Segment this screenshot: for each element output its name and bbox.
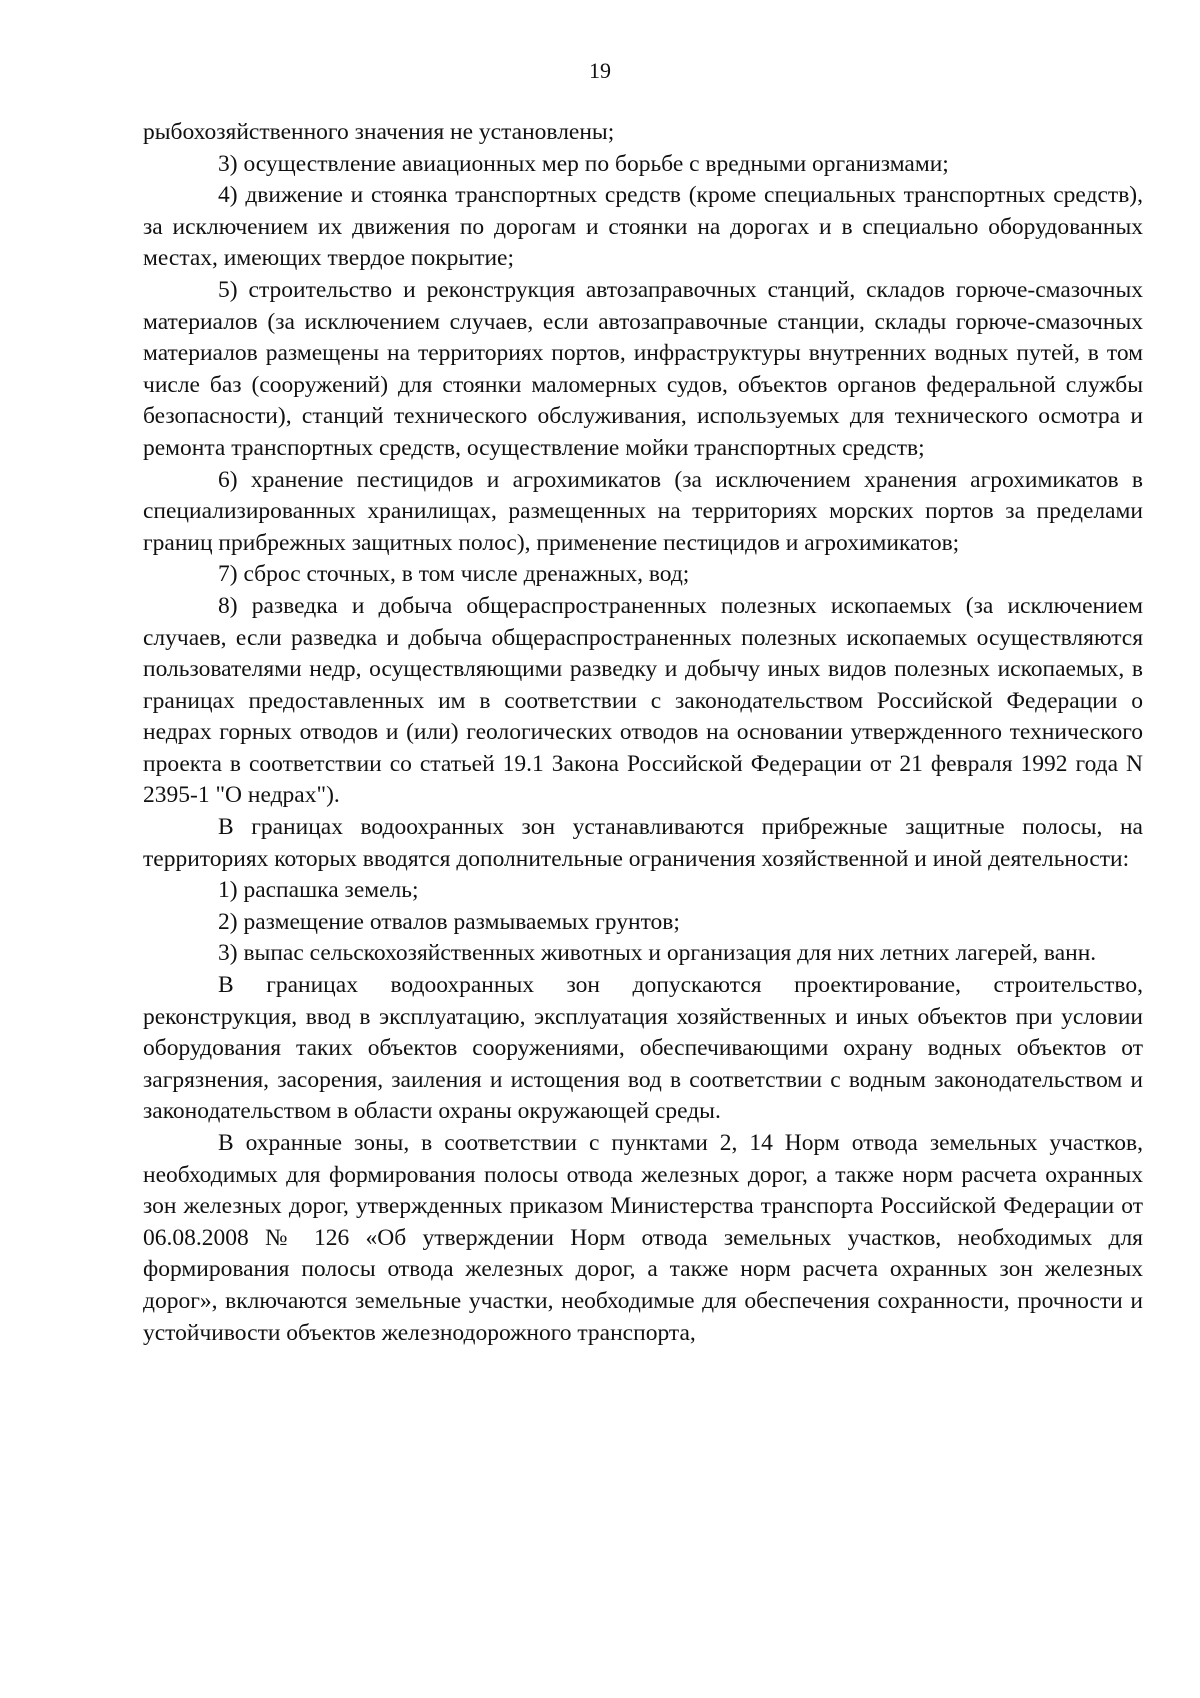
paragraph-continuation: рыбохозяйственного значения не установлены; <box>143 119 615 145</box>
paragraph-railway-zones: В охранные зоны, в соответствии с пунктами 2, 14 Норм отвода земельных участков, необходимых для формирования полосы отвода железных дорог, а также норм расчета охранных зон железных дорог, утвержденных приказом Министерства транспорта Российской Федерации от 06.08.2008 № 126 «Об утверждении Норм отвода земельных участков, необходимых для формирования полосы отвода железных дорог, а также норм расчета охранных зон железных дорог», включаются земельные участки, необходимые для обеспечения сохранности, прочности и устойчивости объектов железнодорожного транспорта, <box>143 1130 1143 1346</box>
paragraph-item-8: 8) разведка и добыча общераспространенных полезных ископаемых (за исключением случаев, если разведка и добыча общераспространенных полезных ископаемых осуществляются пользователями недр, осуществляющими разведку и добычу иных видов полезных ископаемых, в границах предоставленных им в соответствии с законодательством Российской Федерации о недрах горных отводов и (или) геологических отводов на основании утвержденного технического проекта в соответствии со статьей 19.1 Закона Российской Федерации от 21 февраля 1992 года N 2395-1 "О недрах"). <box>143 592 1143 809</box>
paragraph-strip-item-3: 3) выпас сельскохозяйственных животных и организация для них летних лагерей, ванн. <box>218 940 1097 967</box>
paragraph-strip-item-2: 2) размещение отвалов размываемых грунтов; <box>218 908 680 935</box>
paragraph-coastal-strips: В границах водоохранных зон устанавливаются прибрежные защитные полосы, на территориях которых вводятся дополнительные ограничения хозяйственной и иной деятельности: <box>143 814 1143 872</box>
paragraph-item-6: 6) хранение пестицидов и агрохимикатов (за исключением хранения агрохимикатов в специализированных хранилищах, размещенных на территориях морских портов за пределами границ прибрежных защитных полос), применение пестицидов и агрохимикатов; <box>143 466 1143 556</box>
page-number: 19 <box>589 58 611 83</box>
paragraph-item-3: 3) осуществление авиационных мер по борьбе с вредными организмами; <box>218 150 949 177</box>
paragraph-strip-item-1: 1) распашка земель; <box>218 877 419 904</box>
paragraph-permitted-activities: В границах водоохранных зон допускаются проектирование, строительство, реконструкция, ввод в эксплуатацию, эксплуатация хозяйственных и иных объектов при условии оборудования таких объектов сооружениями, обеспечивающими охрану водных объектов от загрязнения, засорения, заиления и истощения вод в соответствии с водным законодательством и законодательством в области охраны окружающей среды. <box>143 972 1143 1125</box>
paragraph-item-7: 7) сброс сточных, в том числе дренажных, вод; <box>218 561 690 588</box>
paragraph-item-4: 4) движение и стоянка транспортных средств (кроме специальных транспортных средств), за исключением их движения по дорогам и стоянки на дорогах и в специально оборудованных местах, имеющих твердое покрытие; <box>143 182 1143 272</box>
paragraph-item-5: 5) строительство и реконструкция автозаправочных станций, складов горюче-смазочных материалов (за исключением случаев, если автозаправочные станции, склады горюче-смазочных материалов размещены на территориях портов, инфраструктуры внутренних водных путей, в том числе баз (сооружений) для стоянки маломерных судов, объектов органов федеральной службы безопасности), станций технического обслуживания, используемых для технического осмотра и ремонта транспортных средств, осуществление мойки транспортных средств; <box>143 276 1143 461</box>
document-body <box>143 117 1143 1349</box>
